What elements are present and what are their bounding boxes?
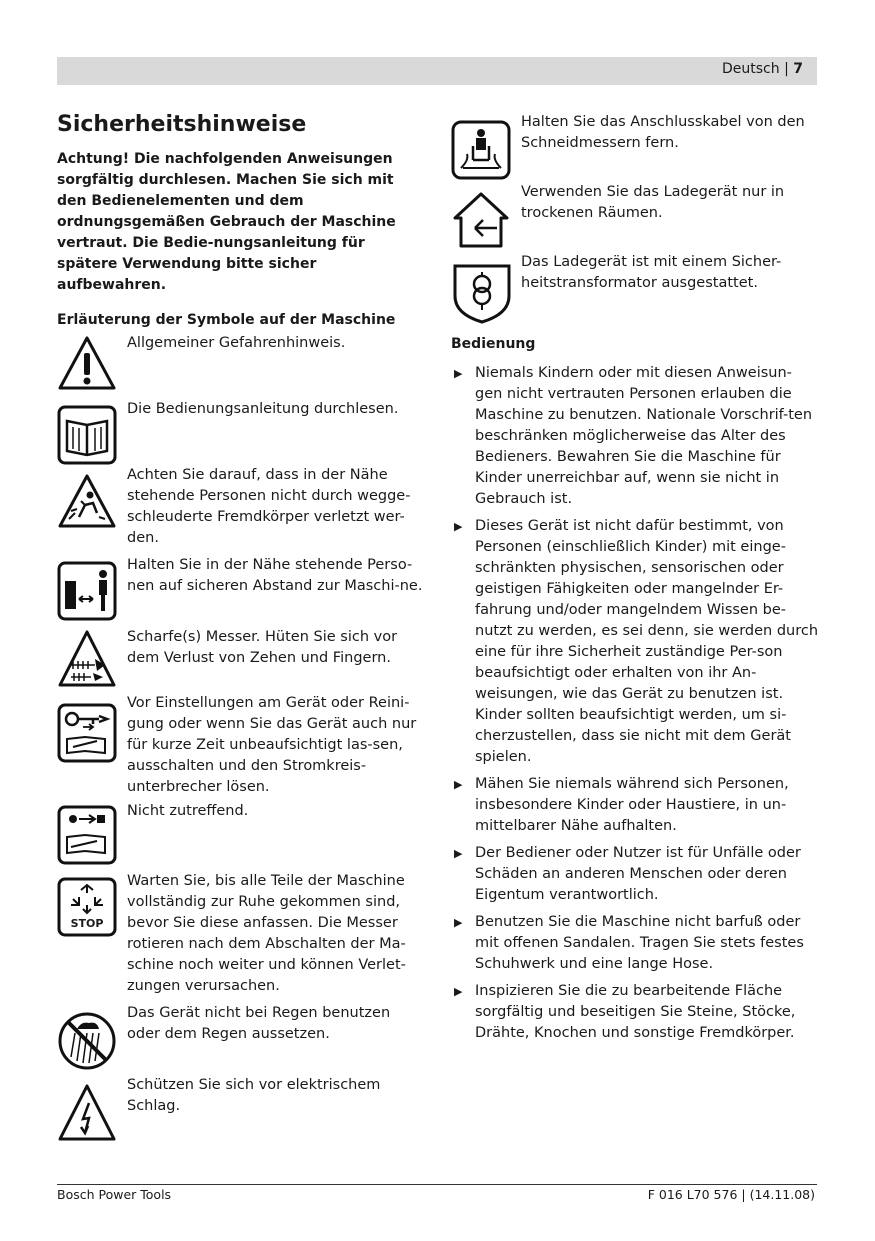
bullet-arrow-icon: ▶ <box>454 985 463 998</box>
bullet-arrow-icon: ▶ <box>454 916 463 929</box>
indoor-use-icon <box>451 190 511 250</box>
footer-brand: Bosch Power Tools <box>57 1187 172 1202</box>
stop-rotation-icon <box>57 877 117 937</box>
symbol-text: Allgemeiner Gefahrenhinweis. <box>127 335 346 351</box>
symbol-entry <box>57 801 425 871</box>
symbol-text: Die Bedienungsanleitung durchlesen. <box>127 401 399 417</box>
bullet-arrow-icon: ▶ <box>454 367 463 380</box>
list-item: ▶ Benutzen Sie die Maschine nicht barfuß oder mit offenen Sandalen. Tragen Sie stets festes Schuhwerk und eine lange Hose. <box>454 914 804 972</box>
page-number: 7 <box>793 61 803 77</box>
manual-book-icon <box>57 405 117 465</box>
list-item: ▶ Mähen Sie niemals während sich Personen, insbesondere Kinder oder Haustiere, in un-mittelbarer Nähe aufhalten. <box>454 776 789 834</box>
symbol-entry <box>451 252 819 334</box>
left-column <box>57 112 425 1149</box>
no-rain-icon <box>57 1011 117 1071</box>
symbol-entry <box>57 627 425 693</box>
symbol-text: Verwenden Sie das Ladegerät nur in trockenen Räumen. <box>521 184 785 221</box>
symbol-text: Nicht zutreffend. <box>127 803 249 819</box>
symbol-entry <box>57 871 425 1003</box>
safety-transformer-icon <box>451 262 513 324</box>
flying-debris-icon <box>57 473 117 529</box>
bullet-arrow-icon: ▶ <box>454 778 463 791</box>
symbol-text: Achten Sie darauf, dass in der Nähe stehende Personen nicht durch wegge-schleuderte Fremdkörper verletzt wer-den. <box>127 467 411 546</box>
list-item: ▶ Der Bediener oder Nutzer ist für Unfälle oder Schäden an anderen Menschen oder deren Eigentum verantwortlich. <box>454 845 801 903</box>
warning-triangle-icon <box>57 335 117 391</box>
bullet-arrow-icon: ▶ <box>454 847 463 860</box>
symbol-text: Das Gerät nicht bei Regen benutzen oder dem Regen aussetzen. <box>127 1005 391 1042</box>
stop-label: STOP <box>70 917 104 930</box>
symbols-heading: Erläuterung der Symbole auf der Maschine <box>57 312 396 328</box>
footer-doc-id: F 016 L70 576 | (14.11.08) <box>647 1187 815 1202</box>
list-item: ▶ Dieses Gerät ist nicht dafür bestimmt, von Personen (einschließlich Kinder) mit einge-schränkten physischen, sensorischen oder geistigen Fähigkeiten oder mangelnder Er-fahrung und/oder mangelndem Wissen be-nutzt zu werden, es sei denn, sie werden durch eine für ihre Sicherheit zuständige Per-son beaufsichtigt oder erhalten von ihr An-weisungen, wie das Gerät zu benutzen ist. Kinder sollten beaufsichtigt werden, um si-cherzustellen, dass sie nicht mit dem Gerät spielen. <box>454 518 819 765</box>
sharp-blades-icon <box>57 629 117 689</box>
symbol-entry <box>57 693 425 801</box>
electric-shock-icon <box>57 1083 117 1143</box>
symbol-entry <box>57 1003 425 1075</box>
symbol-entry <box>57 1075 425 1149</box>
unplug-key-icon <box>57 703 117 763</box>
list-item: ▶ Niemals Kindern oder mit diesen Anweisun-gen nicht vertrauten Personen erlauben die Maschine zu benutzen. Nationale Vorschrif-ten beschränken möglicherweise das Alter des Bedieners. Bewahren Sie die Maschine für Kinder unerreichbar auf, wenn sie nicht in Gebrauch ist. <box>454 365 813 507</box>
symbol-entry <box>451 112 819 182</box>
intro-warning: Achtung! Die nachfolgenden Anweisungen sorgfältig durchlesen. Machen Sie sich mit den Bedienelementen und dem ordnungsgemäßen Gebrauch der Maschine vertraut. Die Bedie-nungsanleitung für spätere Verwendung bitte sicher aufbewahren. <box>57 151 396 293</box>
symbol-text: Halten Sie das Anschlusskabel von den Schneidmessern fern. <box>521 114 805 151</box>
symbol-text: Warten Sie, bis alle Teile der Maschine vollständig zur Ruhe gekommen sind, bevor Sie diese anfassen. Die Messer rotieren nach dem Abschalten der Ma-schine noch weiter und können Verlet-zungen verursachen. <box>127 873 406 994</box>
bullet-arrow-icon: ▶ <box>454 520 463 533</box>
symbol-entry <box>451 182 819 252</box>
symbol-text: Schützen Sie sich vor elektrischem Schlag. <box>127 1077 381 1114</box>
symbol-text: Halten Sie in der Nähe stehende Perso-nen auf sicheren Abstand zur Maschi-ne. <box>127 557 423 594</box>
footer-divider <box>57 1184 817 1185</box>
symbol-text: Vor Einstellungen am Gerät oder Reini-gung oder wenn Sie das Gerät auch nur für kurze Zeit unbeaufsichtigt las-sen, ausschalten und den Stromkreis-unterbrecher lösen. <box>127 695 417 795</box>
cable-blades-icon <box>451 120 511 180</box>
symbol-text: Scharfe(s) Messer. Hüten Sie sich vor dem Verlust von Zehen und Fingern. <box>127 629 398 666</box>
operation-heading: Bedienung <box>451 336 536 352</box>
keep-distance-icon <box>57 561 117 621</box>
header-language: Deutsch <box>722 61 780 77</box>
operation-list <box>451 363 819 1044</box>
header-separator: | <box>784 61 789 77</box>
symbol-entry <box>57 333 425 399</box>
symbol-entry <box>57 555 425 627</box>
not-applicable-icon <box>57 805 117 865</box>
symbol-text: Das Ladegerät ist mit einem Sicher-heitstransformator ausgestattet. <box>521 254 782 291</box>
right-column <box>451 112 819 1050</box>
list-item: ▶ Inspizieren Sie die zu bearbeitende Fläche sorgfältig und beseitigen Sie Steine, Stöcke, Drähte, Knochen und sonstige Fremdkörper. <box>454 983 796 1041</box>
page-header <box>57 57 817 85</box>
symbol-entry <box>57 465 425 555</box>
section-title: Sicherheitshinweise <box>57 112 307 137</box>
symbol-entry <box>57 399 425 465</box>
